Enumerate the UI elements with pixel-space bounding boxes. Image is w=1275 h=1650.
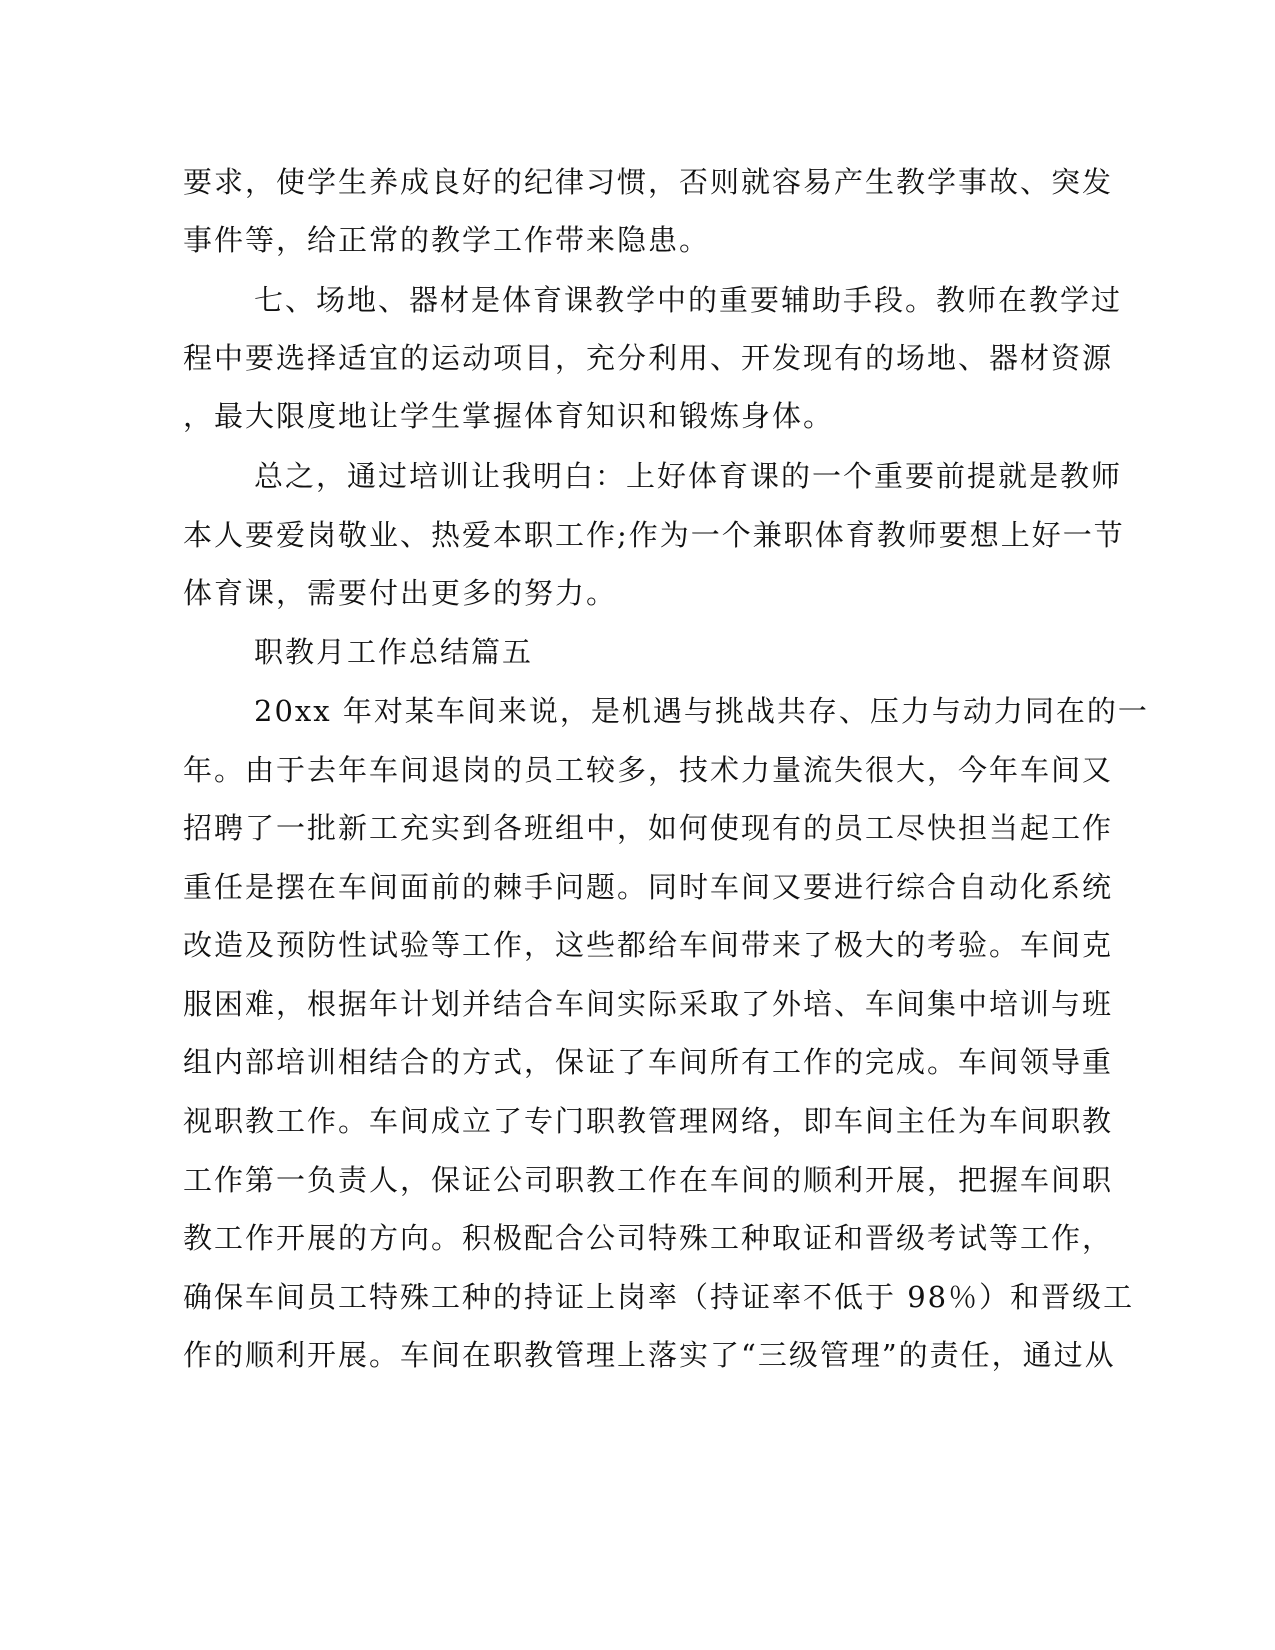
text-line: 确保车间员工特殊工种的持证上岗率（持证率不低于 98％）和晋级工 bbox=[183, 1280, 1135, 1314]
text-line: 体育课，需要付出更多的努力。 bbox=[183, 576, 618, 610]
text-line: 招聘了一批新工充实到各班组中，如何使现有的员工尽快担当起工作 bbox=[183, 811, 1114, 845]
text-line: 年。由于去年车间退岗的员工较多，技术力量流失很大，今年车间又 bbox=[183, 753, 1114, 787]
paragraph-start-line: 七、场地、器材是体育课教学中的重要辅助手段。教师在教学过 bbox=[254, 283, 1123, 317]
text-line: 视职教工作。车间成立了专门职教管理网络，即车间主任为车间职教 bbox=[183, 1104, 1114, 1138]
paragraph-start-line: 20xx 年对某车间来说，是机遇与挑战共存、压力与动力同在的一 bbox=[254, 694, 1149, 728]
text-line: 程中要选择适宜的运动项目，充分利用、开发现有的场地、器材资源 bbox=[183, 341, 1114, 375]
text-line: 服困难，根据年计划并结合车间实际采取了外培、车间集中培训与班 bbox=[183, 987, 1114, 1021]
text-line: ，最大限度地让学生掌握体育知识和锻炼身体。 bbox=[183, 399, 835, 433]
text-line: 教工作开展的方向。积极配合公司特殊工种取证和晋级考试等工作， bbox=[183, 1221, 1114, 1255]
section-heading: 职教月工作总结篇五 bbox=[254, 635, 534, 669]
text-line: 工作第一负责人，保证公司职教工作在车间的顺利开展，把握车间职 bbox=[183, 1163, 1114, 1197]
text-line: 事件等，给正常的教学工作带来隐患。 bbox=[183, 223, 711, 257]
text-line: 要求，使学生养成良好的纪律习惯，否则就容易产生教学事故、突发 bbox=[183, 165, 1114, 199]
text-line: 重任是摆在车间面前的棘手问题。同时车间又要进行综合自动化系统 bbox=[183, 870, 1114, 904]
text-line: 作的顺利开展。车间在职教管理上落实了“三级管理”的责任，通过从 bbox=[183, 1338, 1116, 1372]
text-line: 本人要爱岗敬业、热爱本职工作;作为一个兼职体育教师要想上好一节 bbox=[183, 518, 1125, 552]
text-line: 改造及预防性试验等工作，这些都给车间带来了极大的考验。车间克 bbox=[183, 928, 1114, 962]
text-line: 组内部培训相结合的方式，保证了车间所有工作的完成。车间领导重 bbox=[183, 1045, 1114, 1079]
paragraph-start-line: 总之，通过培训让我明白：上好体育课的一个重要前提就是教师 bbox=[254, 459, 1123, 493]
